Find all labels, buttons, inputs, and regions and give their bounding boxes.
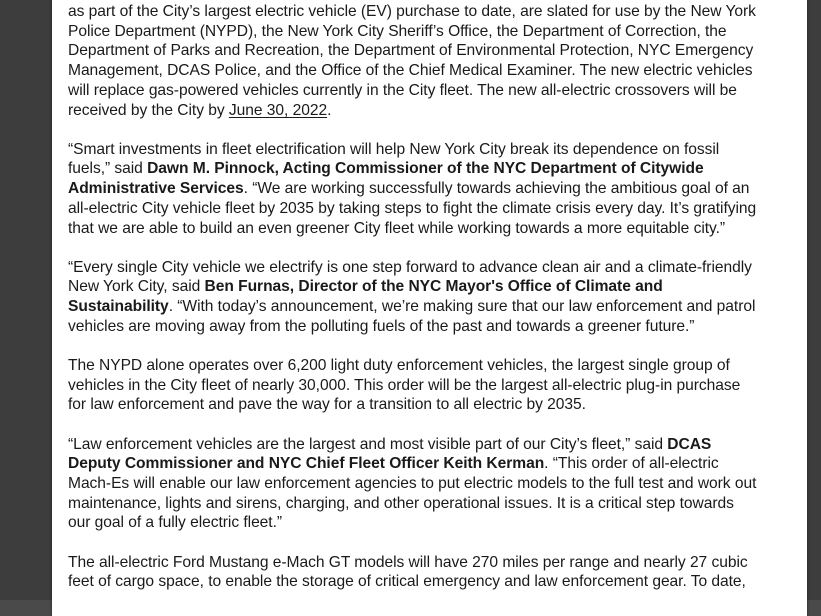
line-text: feet of cargo space, to enable the storage of critical emergency and law enforcement gear. To date, xyxy=(68,573,746,591)
text-line xyxy=(68,474,783,494)
text-line xyxy=(68,435,783,455)
text-line xyxy=(68,277,783,297)
text-line xyxy=(68,356,783,376)
line-text: that we are able to build an even greener City fleet while working towards a more equitable city.” xyxy=(68,219,726,237)
line-text: maintenance, lights and sirens, charging, and other operational issues. It is a critical step towards xyxy=(68,494,734,512)
bold-text: Deputy Commissioner and NYC Chief Fleet Officer Keith Kerman xyxy=(68,455,545,473)
line-text: Mach-Es will enable our law enforcement agencies to put electric models to the full test and work out xyxy=(68,475,757,493)
line-text: New York City, said xyxy=(68,278,205,296)
bold-text: Dawn M. Pinnock, Acting Commissioner of the NYC Department of Citywide xyxy=(147,160,704,178)
paragraph xyxy=(68,2,783,120)
line-text: our goal of a fully electric fleet.” xyxy=(68,514,283,532)
bold-text: DCAS xyxy=(667,435,712,453)
text-line xyxy=(68,494,783,514)
line-text: will replace gas-powered vehicles currently in the City fleet. The new all-electric crossovers will be xyxy=(68,81,737,99)
text-line xyxy=(68,159,783,179)
line-text: received by the City by xyxy=(68,101,229,119)
line-text: vehicles in the City fleet of nearly 30,000. This order will be the largest all-electric plug-in purchase xyxy=(68,376,741,394)
line-text: “Every single City vehicle we electrify is one step forward to advance clean air and a climate-friendly xyxy=(68,258,752,276)
text-line xyxy=(68,179,783,199)
line-text: “Smart investments in fleet electrification will help New York City break its dependence on fossil xyxy=(68,140,720,158)
text-line xyxy=(68,2,783,22)
text-line xyxy=(68,219,783,239)
line-text: vehicles are moving away from the polluting fuels of the past and towards a greener future.” xyxy=(68,317,695,335)
line-text: . “With today’s announcement, we’re making sure that our law enforcement and patrol xyxy=(168,298,756,316)
document-body xyxy=(68,2,783,612)
text-line xyxy=(68,41,783,61)
text-line xyxy=(68,199,783,219)
line-text: as part of the City’s largest electric vehicle (EV) purchase to date, are slated for use by the New York xyxy=(68,3,756,20)
line-text: . xyxy=(327,101,332,119)
paragraph xyxy=(68,553,783,592)
paragraph xyxy=(68,258,783,337)
text-line xyxy=(68,61,783,81)
line-text: for law enforcement and pave the way for a transition to all electric by 2035. xyxy=(68,396,586,414)
text-line xyxy=(68,553,783,573)
line-text: all-electric City vehicle fleet by 2035 by taking steps to fight the climate crisis every day. It’s gratifying xyxy=(68,199,757,217)
text-line xyxy=(68,81,783,101)
bold-text: Ben Furnas, Director of the NYC Mayor's Office of Climate and xyxy=(204,278,663,296)
text-line xyxy=(68,140,783,160)
line-text: “Law enforcement vehicles are the largest and most visible part of our City’s fleet,” said xyxy=(68,435,668,453)
line-text: Management, DCAS Police, and the Office of the Chief Medical Examiner. The new electric vehicles xyxy=(68,62,753,80)
text-line xyxy=(68,454,783,474)
underlined-date: June 30, 2022 xyxy=(228,101,328,119)
line-text: The NYPD alone operates over 6,200 light duty enforcement vehicles, the largest single group of xyxy=(68,357,730,375)
text-line xyxy=(68,572,783,592)
text-line xyxy=(68,297,783,317)
line-text: Police Department (NYPD), the New York City Sheriff’s Office, the Department of Correction, the xyxy=(68,22,727,40)
text-line xyxy=(68,258,783,278)
line-text: fuels,” said xyxy=(68,160,148,178)
line-text: . “We are working successfully towards achieving the ambitious goal of an xyxy=(243,180,750,198)
text-line xyxy=(68,395,783,415)
text-line xyxy=(68,513,783,533)
bold-text: Sustainability xyxy=(68,298,169,316)
text-line xyxy=(68,317,783,337)
bold-text: Administrative Services xyxy=(68,180,244,198)
line-text: The all-electric Ford Mustang e-Mach GT models will have 270 miles per range and nearly 27 cubic xyxy=(68,553,748,571)
paragraph xyxy=(68,435,783,534)
paragraph xyxy=(68,356,783,415)
line-text: Department of Parks and Recreation, the Department of Environmental Protection, NYC Emergency xyxy=(68,42,754,60)
paragraph xyxy=(68,140,783,239)
document-page xyxy=(52,0,807,616)
text-line xyxy=(68,101,783,121)
line-text: . “This order of all-electric xyxy=(544,455,719,473)
text-line xyxy=(68,22,783,42)
text-line xyxy=(68,376,783,396)
